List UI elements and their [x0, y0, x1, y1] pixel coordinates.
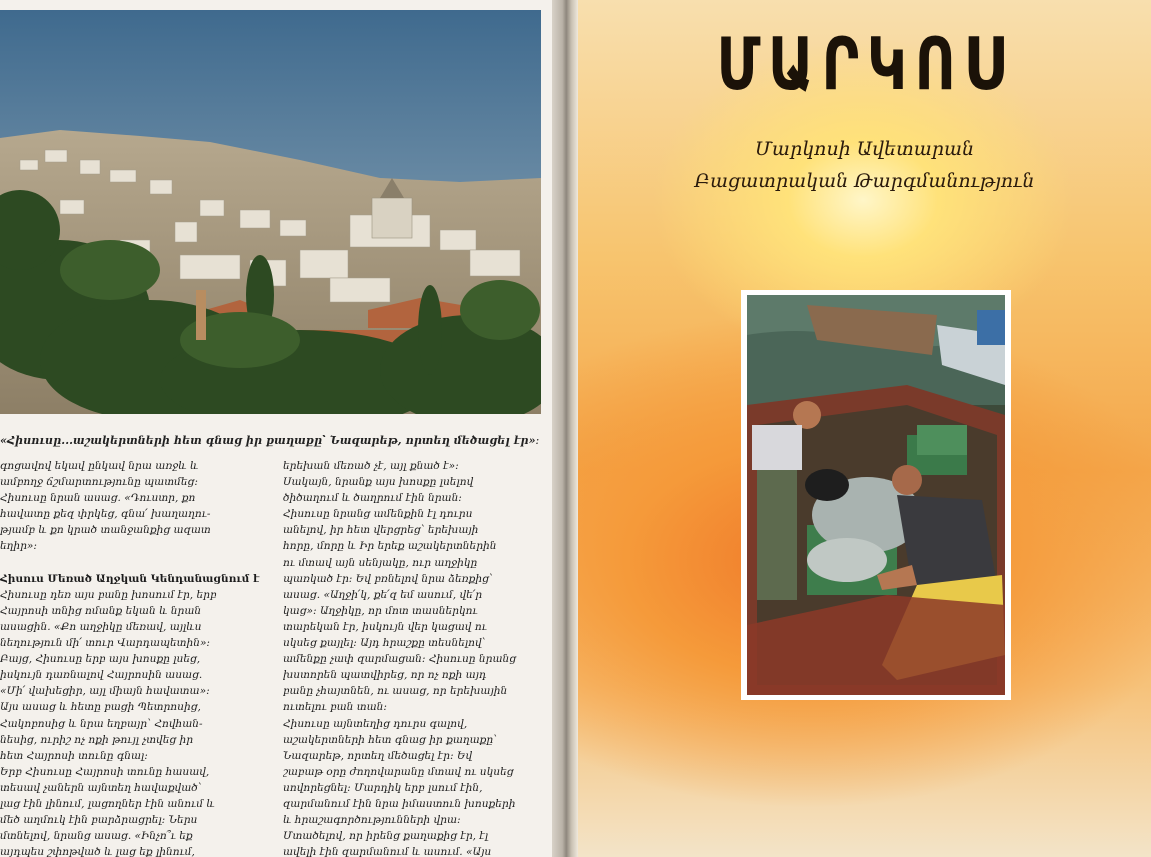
text-line: նեղություն մի՛ տուր Վարդապետին»։ [0, 637, 211, 650]
text-line: գոցավով եկավ ընկավ նրա առջև և [0, 460, 199, 472]
text-line: ասացին. «Քո աղջիկը մեռավ, այլևս [0, 620, 202, 633]
cover-subtitle-line2: Բացատրական Թարգմանություն [694, 170, 1035, 192]
text-line: կաց»։ Աղջիկը, որ մոտ տասներկու [283, 604, 478, 617]
photo-caption: «Հիսուսը...աշակերտների հետ գնաց իր քաղաքը՝ Նազարեթ, որտեղ մեծացել էր»։ [0, 434, 540, 447]
fishermen-photo-frame [741, 290, 1011, 700]
text-line: մտնելով, նրանց ասաց. «Ինչո՞ւ եք [0, 830, 193, 843]
text-line: հավատը քեզ փրկեց, գնա՛ խաղաղու- [0, 508, 211, 521]
left-page [0, 0, 572, 857]
book-gutter [552, 0, 578, 857]
text-line: Հիսուսը նրան ասաց. «Դուստր, քո [0, 492, 196, 505]
text-line: անելով, իր հետ վերցրեց՝ երեխայի [283, 524, 479, 537]
text-line: Երբ Հիսուսը Հայրոսի տունը հասավ, [0, 765, 210, 778]
text-line: Բայց, Հիսուսը երբ այս խոսքը լսեց, [0, 653, 201, 666]
text-line: իսկույն դառնալով Հայրոսին ասաց. [0, 669, 203, 682]
text-line: Հակոբոսից և նրա եղբայր՝ Հովհան- [0, 717, 203, 730]
text-line: նեսից, ուրիշ ոչ ոքի թույլ չտվեց իր [0, 733, 194, 746]
text-line: եղիր»։ [0, 540, 38, 553]
text-column-1 [0, 458, 262, 857]
text-line: ավելի էին զարմանում և ասում. «Այս [283, 846, 492, 857]
text-line: Նազարեթ, որտեղ մեծացել էր։ Եվ [283, 749, 473, 762]
text-column-2 [283, 458, 551, 857]
text-line: և հրաշագործությունների վրա։ [283, 814, 461, 827]
text-line: ամբողջ ճշմարտությունը պատմեց։ [0, 476, 198, 489]
text-line: Այս ասաց և հետը բացի Պետրոսից, [0, 701, 201, 714]
text-line: լաց էին լինում, լացողներ էին անում և [0, 797, 215, 810]
text-line: «Մի՛ վախեցիր, այլ միայն հավատա»։ [0, 685, 210, 698]
text-line: հետ Հայրոսի տունը գնալ։ [0, 749, 148, 762]
text-line: ու մտավ այն սենյակը, ուր աղջիկը [283, 556, 478, 569]
text-line: պառկած էր։ Եվ բռնելով նրա ձեռքից՝ [283, 572, 493, 585]
text-line: այդպես շփոթված և լաց եք լինում, [0, 846, 195, 857]
text-line: տարեկան էր, իսկույն վեր կացավ ու [283, 620, 487, 633]
text-line: ասաց. «Աղջի՛կ, քե՛զ եմ ասում, վե՛ր [283, 588, 483, 601]
text-line: Հիսուսը դեռ այս բանը խոսում էր, երբ [0, 588, 217, 601]
text-line: երեխան մեռած չէ, այլ քնած է»։ [283, 460, 459, 472]
text-line: Հիսուսը այնտեղից դուրս գալով, [283, 717, 468, 730]
text-line: Հիսուսը նրանց ամենքին էլ դուրս [283, 508, 473, 521]
text-line: բանը չհայտնեն, ու ասաց, որ երեխային [283, 685, 508, 698]
text-line: Հայրոսի տնից ոմանք եկան և նրան [0, 604, 202, 617]
text-line: շաբաթ օրը ժողովարանը մտավ ու սկսեց [283, 765, 514, 778]
text-line: Սակայն, նրանք այս խոսքը լսելով [283, 476, 474, 489]
text-line: ամենքը չափ զարմացան։ Հիսուսը նրանց [283, 653, 517, 666]
text-line [0, 555, 262, 571]
text-line: Մտածելով, որ իրենց քաղաքից էր, էլ [283, 830, 489, 843]
text-line: թյամբ և քո կրած տանջանքից ազատ [0, 524, 211, 537]
text-line: հորը, մորը և Իր երեք աշակերտներին [283, 540, 497, 553]
text-line: խստորեն պատվիրեց, որ ոչ ոքի այդ [283, 669, 487, 682]
text-line: աշակերտների հետ գնաց իր քաղաքը՝ [283, 733, 498, 746]
cover-title: ՄԱՐԿՈՍ [716, 22, 1013, 106]
fishermen-boat-photo [747, 295, 1005, 695]
cover-page [578, 0, 1151, 857]
text-line: տեսավ չաներն այնտեղ հավաքված՝ [0, 781, 202, 794]
text-line: մեծ աղմուկ էին բարձրացրել։ Ներս [0, 814, 198, 827]
text-line: ծիծաղում և ծաղրում էին նրան։ [283, 492, 462, 505]
text-line: ուտելու բան տան։ [283, 701, 388, 714]
text-line: զարմանում էին նրա իմաստուն խոսքերի [283, 797, 516, 810]
text-line: սովորեցնել։ Մարդիկ երբ լսում էին, [283, 781, 483, 794]
section-heading: Հիսուս Մեռած Աղջկան Կենդանացնում է [0, 572, 260, 585]
nazareth-city-photo [0, 10, 541, 414]
cover-subtitle-line1: Մարկոսի Ավետարան [754, 138, 975, 160]
text-line: սկսեց քայլել։ Այդ հրաշքը տեսնելով՝ [283, 637, 486, 650]
